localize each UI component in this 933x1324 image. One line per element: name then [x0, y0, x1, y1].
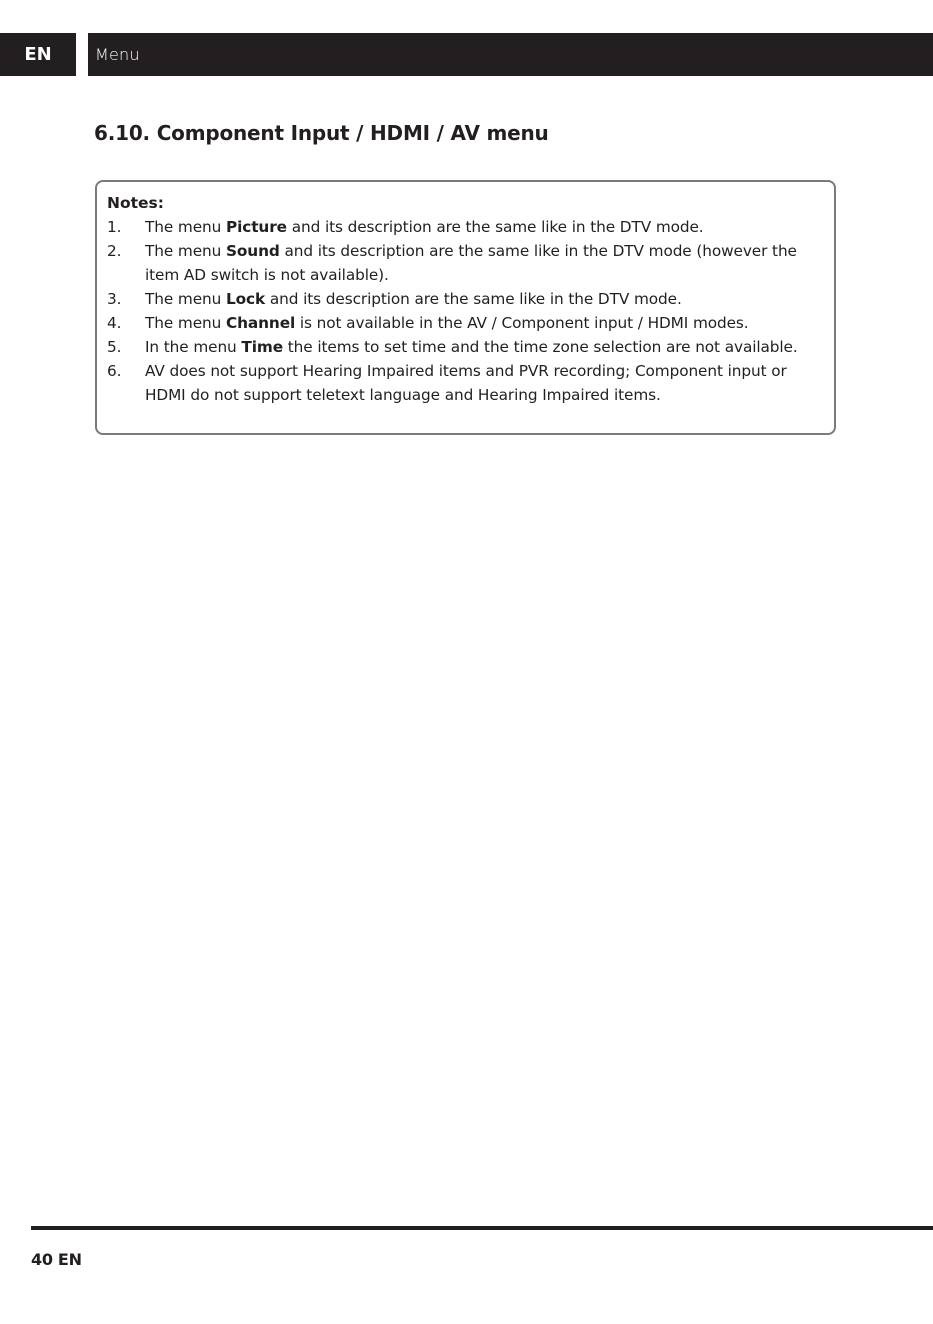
note-text-part: is not available in the AV / Component input / HDMI modes.: [295, 314, 749, 332]
note-number: 4.: [107, 314, 122, 332]
note-text: [145, 335, 820, 359]
note-number: 1.: [107, 218, 122, 236]
note-text-part: The menu: [145, 314, 226, 332]
page-number: 40 EN: [31, 1250, 82, 1269]
note-text-part: the items to set time and the time zone selection are not available.: [283, 338, 798, 356]
note-item: [107, 335, 820, 359]
note-text-part: The menu: [145, 242, 226, 260]
note-item: [107, 239, 820, 287]
note-text-part: and its description are the same like in the DTV mode (however the item AD switch is not available).: [145, 242, 797, 284]
note-text-part: and its description are the same like in the DTV mode.: [286, 218, 704, 236]
note-menu-name: Sound: [225, 242, 280, 260]
notes-box: [95, 180, 836, 435]
note-number: 2.: [107, 242, 122, 260]
note-text-part: The menu: [145, 290, 226, 308]
note-text-part: AV does not support Hearing Impaired items and PVR recording; Component input or HDMI do not support teletext language and Hearing Impaired items.: [145, 362, 787, 404]
section-title: 6.10. Component Input / HDMI / AV menu: [94, 121, 549, 145]
language-tab: EN: [0, 33, 76, 76]
note-menu-name: Picture: [225, 218, 287, 236]
note-text: [145, 311, 820, 335]
note-number: 3.: [107, 290, 122, 308]
note-menu-name: Channel: [225, 314, 296, 332]
note-text: [145, 359, 820, 407]
note-menu-name: Time: [241, 338, 283, 356]
note-number: 6.: [107, 362, 122, 380]
note-item: [107, 359, 820, 407]
notes-list: [107, 215, 820, 407]
note-menu-name: Lock: [225, 290, 266, 308]
note-text: [145, 287, 820, 311]
note-item: [107, 311, 820, 335]
note-text-part: In the menu: [145, 338, 242, 356]
note-text: [145, 239, 820, 287]
notes-title: Notes:: [107, 194, 164, 212]
section-label: Menu: [95, 45, 140, 64]
note-item: [107, 215, 820, 239]
footer-divider: [31, 1226, 933, 1230]
header-bar: [88, 33, 933, 76]
note-text: [145, 215, 820, 239]
note-item: [107, 287, 820, 311]
note-text-part: and its description are the same like in the DTV mode.: [265, 290, 682, 308]
note-text-part: The menu: [145, 218, 226, 236]
note-number: 5.: [107, 338, 122, 356]
